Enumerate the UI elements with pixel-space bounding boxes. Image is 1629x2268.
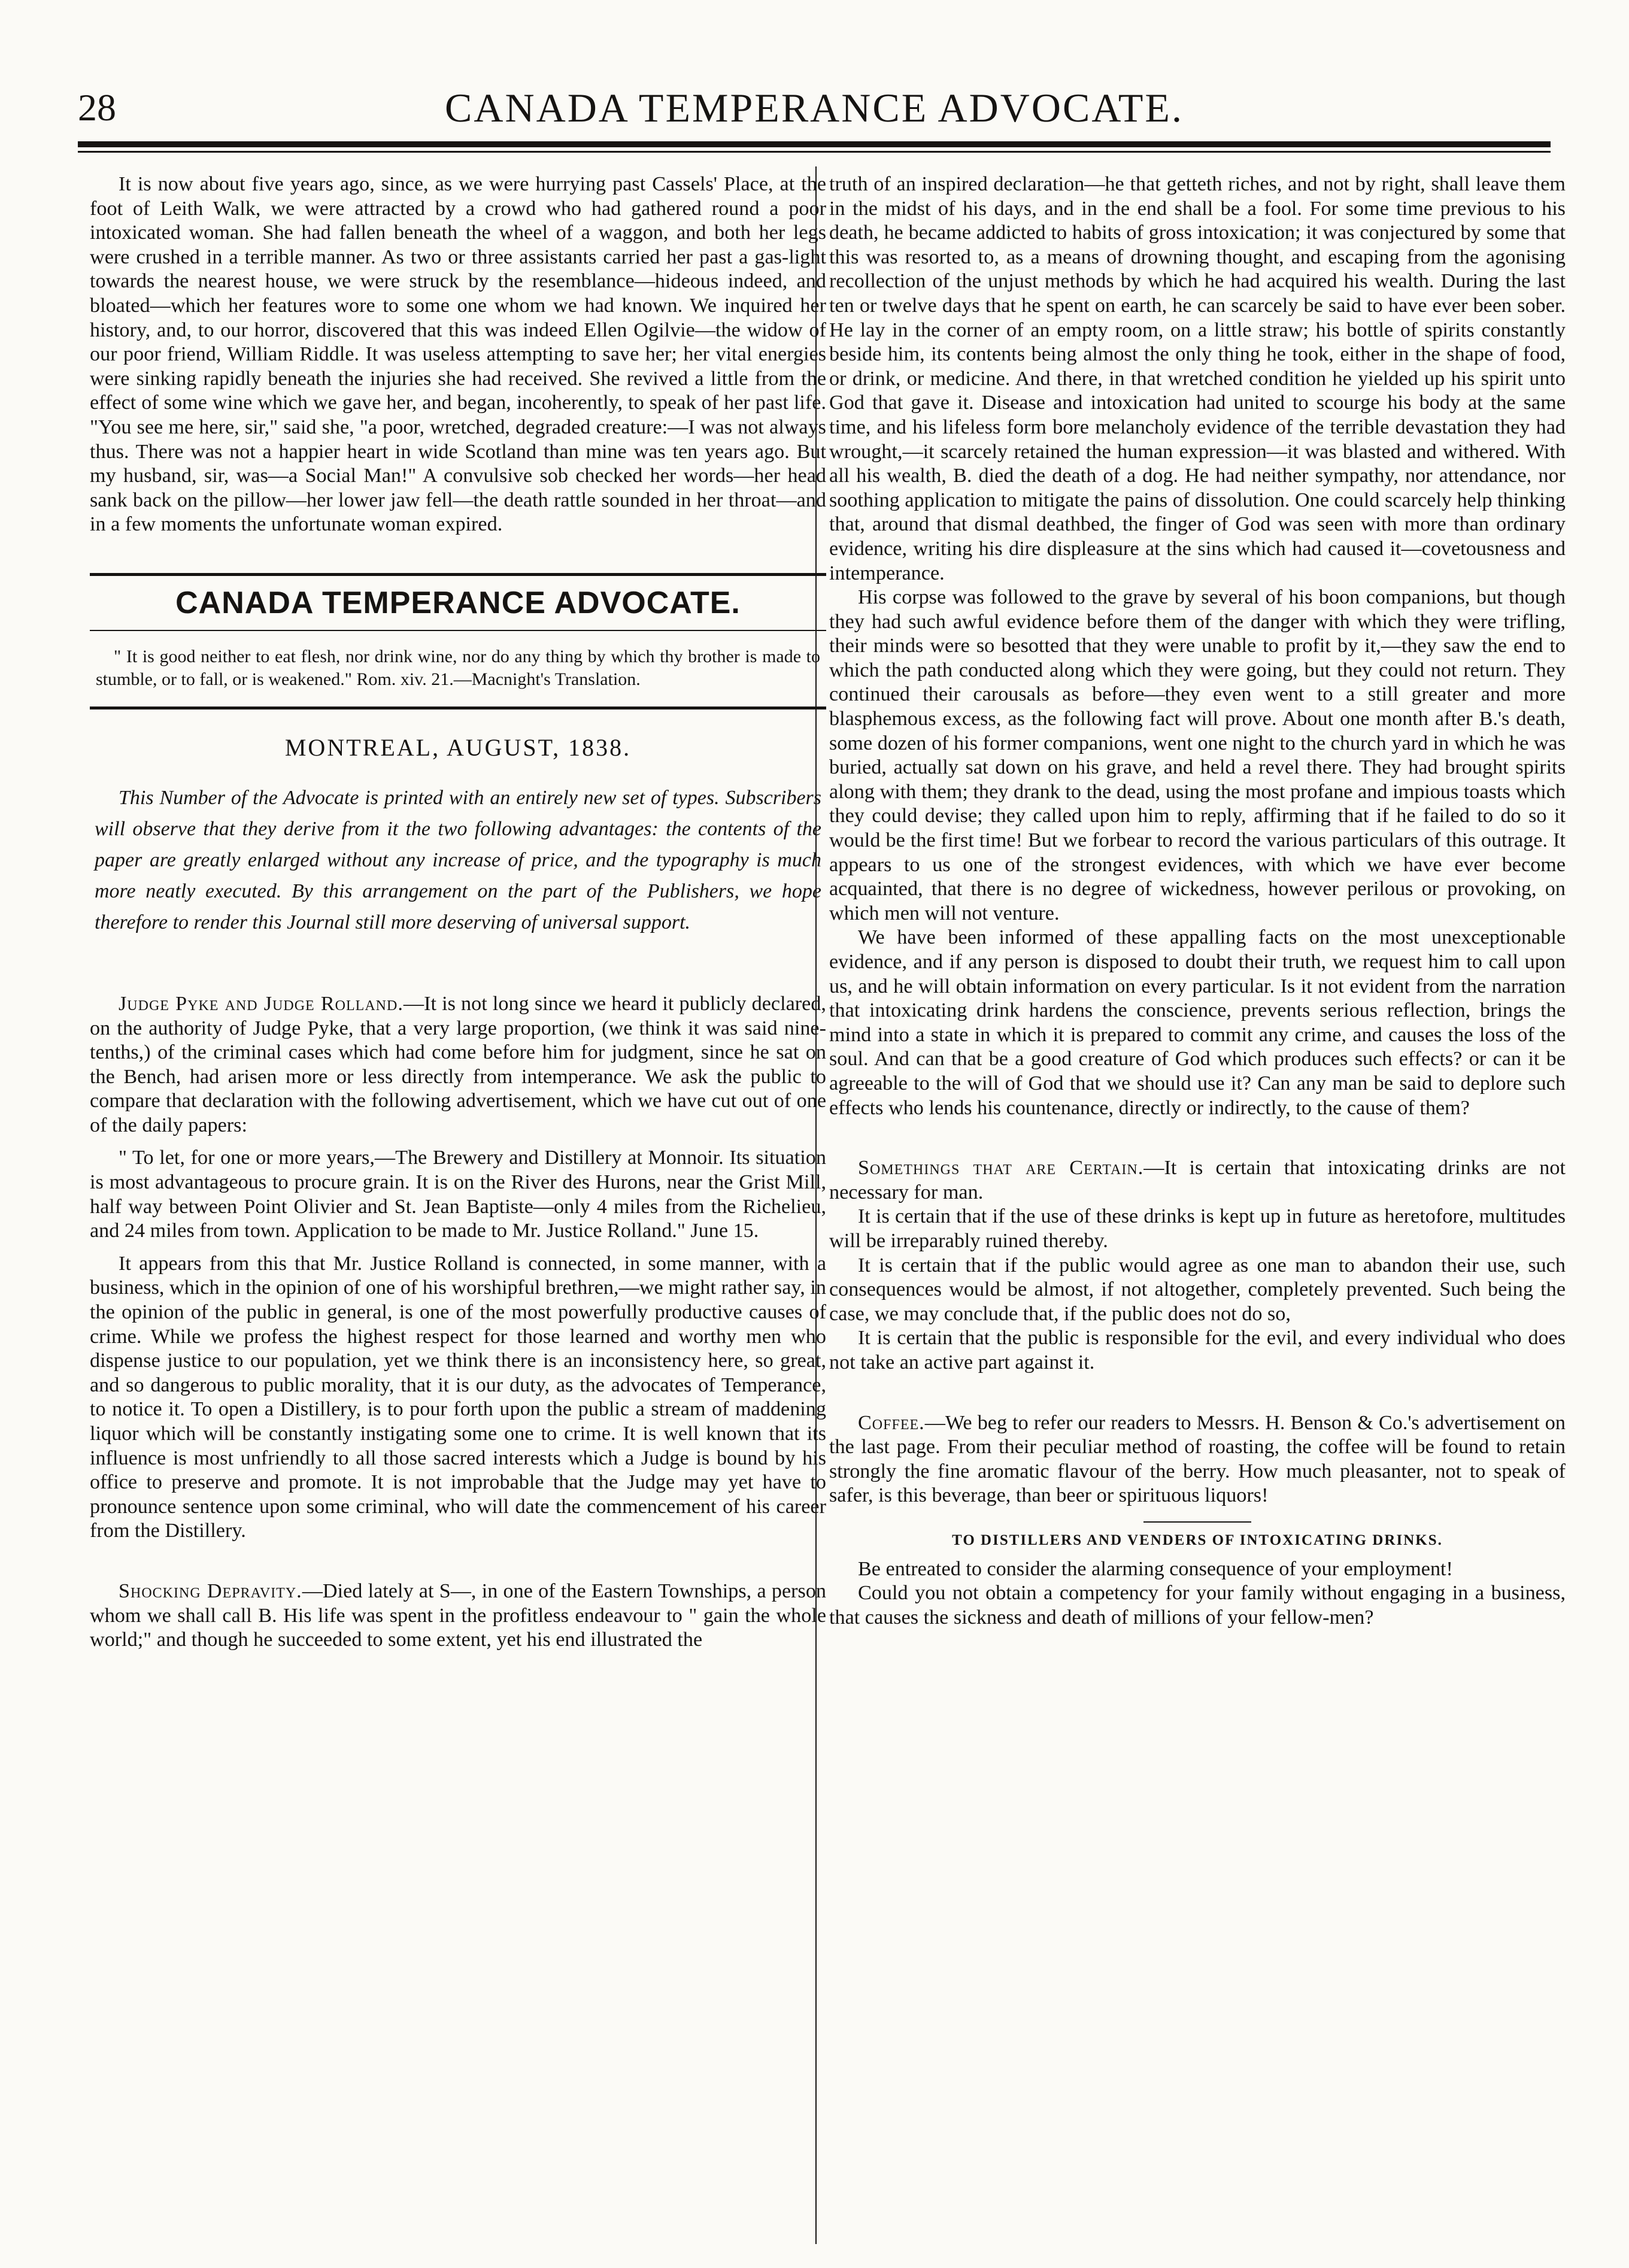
dateline: MONTREAL, AUGUST, 1838. <box>284 733 632 761</box>
running-head: CANADA TEMPERANCE ADVOCATE. <box>445 85 1184 131</box>
coffee-paragraph <box>829 1411 1566 1508</box>
publisher-notice: This Number of the Advocate is printed with an entirely new set of types. Subscribers will observe that they derive from it the two following advantages: the contents of the paper are greatly enlarged without any increase of price, and the typography is much more neatly executed. By this arrangement on the part of the Publishers, we hope therefore to render this Journal still more deserving of universal support. <box>95 786 821 933</box>
judge-paragraph-1 <box>90 992 826 1138</box>
story-continued-paragraph: It is now about five years ago, since, as we were hurrying past Cassels' Place, at the foot of Leith Walk, we were attracted by a crowd who had gathered round a poor intoxicated woman. She had fallen beneath the wheel of a waggon, and both her legs were crushed in a terrible manner. As two or three assistants carried her past a gas-light towards the nearest house, we were struck by the resemblance—hideous indeed, and bloated—which her features wore to some one whom we had known. We inquired her history, and, to our horror, discovered that this was indeed Ellen Ogilvie—the widow of our poor friend, William Riddle. It was useless attempting to save her; her vital energies were sinking rapidly beneath the injuries she had received. She revived a little from the effect of some wine which we gave her, and began, incoherently, to speak of her past life. "You see me here, sir," said she, "a poor, wretched, degraded creature:—I was not always thus. There was not a happier heart in wide Scotland than mine was ten years ago. But my husband, sir, was—a Social Man!" A convulsive sob checked her words—her head sank back on the pillow—her lower jaw fell—the death rattle sounded in her throat—and in a few moments the unfortunate woman expired. <box>90 173 826 536</box>
masthead-rule-bottom <box>90 630 826 631</box>
masthead-title: CANADA TEMPERANCE ADVOCATE. <box>175 585 741 620</box>
brewery-advertisement-quote: " To let, for one or more years,—The Brewery and Distillery at Monnoir. Its situation is most advantageous to procure grain. It is on the River des Hurons, near the Grist Mill, half way between Point Olivier and St. Jean Baptiste—only 4 miles from the Richelieu, and 24 miles from town. Application to be made to Mr. Justice Rolland." June 15. <box>90 1147 826 1242</box>
shocking-paragraph-1 <box>90 1579 826 1653</box>
coffee-text: —We beg to refer our readers to Messrs. H. Benson & Co.'s advertisement on the last page. From their peculiar method of roasting, the coffee will be found to retain strongly the fine aromatic flavour of the berry. How much pleasanter, not to speak of safer, is this beverage, than beer or spirituous liquors! <box>829 1411 1566 1507</box>
judge-paragraph-2: It appears from this that Mr. Justice Rolland is connected, in some manner, with a business, which in the opinion of one of his worshipful brethren,—we might rather say, in the opinion of the public in general, is one of the most powerfully productive causes of crime. While we profess the highest respect for those learned and worthy men who dispense justice to our population, yet we think there is an inconsistency here, so great, and so dangerous to public morality, that it is our duty, as the advocates of Temperance, to notice it. To open a Distillery, is to pour forth upon the public a stream of maddening liquor which will be constantly instigating some one to crime. It is well known that its influence is most unfriendly to all those sacred interests which a Judge is bound by his office to preserve and promote. It is not improbable that the Judge may yet have to pronounce sentence upon some criminal, who will date the commencement of his career from the Distillery. <box>90 1252 826 1542</box>
header-rule-thick <box>78 141 1551 147</box>
shocking-text-1: —Died lately at S—, in one of the Eastern Townships, a person whom we shall call B. His life was spent in the profitless endeavour to " gain the whole world;" and though he succeeded to some extent, yet his end illustrated the <box>90 1579 826 1651</box>
judge-heading: Judge Pyke and Judge Rolland. <box>119 992 404 1015</box>
certain-paragraph-1 <box>829 1156 1566 1205</box>
shocking-heading: Shocking Depravity. <box>119 1579 302 1602</box>
section-divider <box>1143 1521 1251 1523</box>
coffee-heading: Coffee. <box>858 1411 925 1434</box>
distillers-paragraph-1: Be entreated to consider the alarming consequence of your employment! <box>858 1557 1453 1580</box>
judge-text-1: —It is not long since we heard it publicly declared, on the authority of Judge Pyke, that a very large proportion, (we think it was said nine-tenths,) of the criminal cases which had come before him for judgment, since he sat on the Bench, had arisen more or less directly from intemperance. We ask the public to compare that declaration with the following advertisement, which we have cut out of one of the daily papers: <box>90 992 826 1136</box>
masthead-motto: " It is good neither to eat flesh, nor drink wine, nor do any thing by which thy brother is made to stumble, or to fall, or is weakened." Rom. xiv. 21.—Macnight's Translation. <box>96 646 820 689</box>
shocking-continued-paragraph: truth of an inspired declaration—he that getteth riches, and not by right, shall leave them in the midst of his days, and in the end shall be a fool. For some time previous to his death, he became addicted to habits of gross intoxication; it was conjectured by some that this was resorted to, as a means of drowning thought, and escaping from the agonising recollection of the unjust methods by which he had acquired his wealth. During the last ten or twelve days that he spent on earth, he can scarcely be said to have ever been sober. He lay in the corner of an empty room, on a little straw; his bottle of spirits constantly beside him, its contents being almost the only thing he took, either in the shape of food, or drink, or medicine. And there, in that wretched condition he yielded up his spirit unto God that gave it. Disease and intoxication had united to scourge his body at the same time, and his lifeless form bore melancholy evidence of the terrible devastation they had wrought,—it scarcely retained the human expression—it was blasted and withered. With all his wealth, B. died the death of a dog. He had neither sympathy, nor attendance, nor soothing application to mitigate the pains of dissolution. One could scarcely help thinking that, around that dismal deathbed, the finger of God was seen with more than ordinary evidence, writing his dire displeasure at the sins which had caused it—covetousness and intemperance. <box>829 173 1566 584</box>
shocking-paragraph-2: His corpse was followed to the grave by several of his boon companions, but though they had such awful evidence before them of the danger with which they were trifling, their minds were so besotted that they were unable to profit by it,—they saw the end to which the path conducted along which they were going, but they could not return. They continued their carousals as before—they even went to a still greater and more blasphemous excess, as the following fact will prove. About one month after B.'s death, some dozen of his former companions, went one night to the church yard in which he was buried, actually sat down on his grave, and held a revel there. They had brought spirits along with them; they drank to the dead, using the most profane and impious toasts which they could devise; they called upon him to reply, affirming that if he failed to do so it would be the first time! But we forbear to record the various particulars of this outrage. It appears to us one of the strongest evidences, with which we have ever become acquainted, that there is no degree of wickedness, however perilous or provoking, on which men will not venture. <box>829 586 1566 924</box>
motto-rule <box>90 707 826 709</box>
certain-heading: Somethings that are Certain. <box>858 1157 1144 1180</box>
distillers-heading: TO DISTILLERS AND VENDERS OF INTOXICATING DRINKS. <box>952 1532 1443 1548</box>
right-column <box>829 172 1566 2244</box>
certain-text-1: —It is certain that intoxicating drinks are not necessary for man. <box>829 1157 1566 1203</box>
header-rule-thin <box>78 151 1551 153</box>
page-header <box>78 84 1551 132</box>
shocking-paragraph-3: We have been informed of these appalling facts on the most unexceptionable evidence, and if any person is disposed to doubt their truth, we request him to call upon us, and he will obtain information on every particular. Is it not evident from the narration that intoxicating drink hardens the conscience, prevents serious reflection, brings the mind into a state in which it is prepared to commit any crime, and causes the loss of the soul. And can that be a good creature of God which produces such effects? or can it be agreeable to the will of God that we should use it? Can any man be said to deplore such effects who lends his countenance, directly or indirectly, to the cause of them? <box>829 926 1566 1119</box>
left-column <box>90 172 826 2244</box>
certain-paragraph-3: It is certain that if the public would agree as one man to abandon their use, such consequences would be almost, if not altogether, completely prevented. Such being the case, we may conclude that, if the public does not do so, <box>829 1254 1566 1325</box>
certain-paragraph-4: It is certain that the public is responsible for the evil, and every individual who does not take an active part against it. <box>829 1327 1566 1373</box>
certain-paragraph-2: It is certain that if the use of these drinks is kept up in future as heretofore, multitudes will be irreparably ruined thereby. <box>829 1205 1566 1252</box>
page-number: 28 <box>78 86 116 129</box>
distillers-paragraph-2: Could you not obtain a competency for your family without engaging in a business, that causes the sickness and death of millions of your fellow-men? <box>829 1582 1566 1629</box>
